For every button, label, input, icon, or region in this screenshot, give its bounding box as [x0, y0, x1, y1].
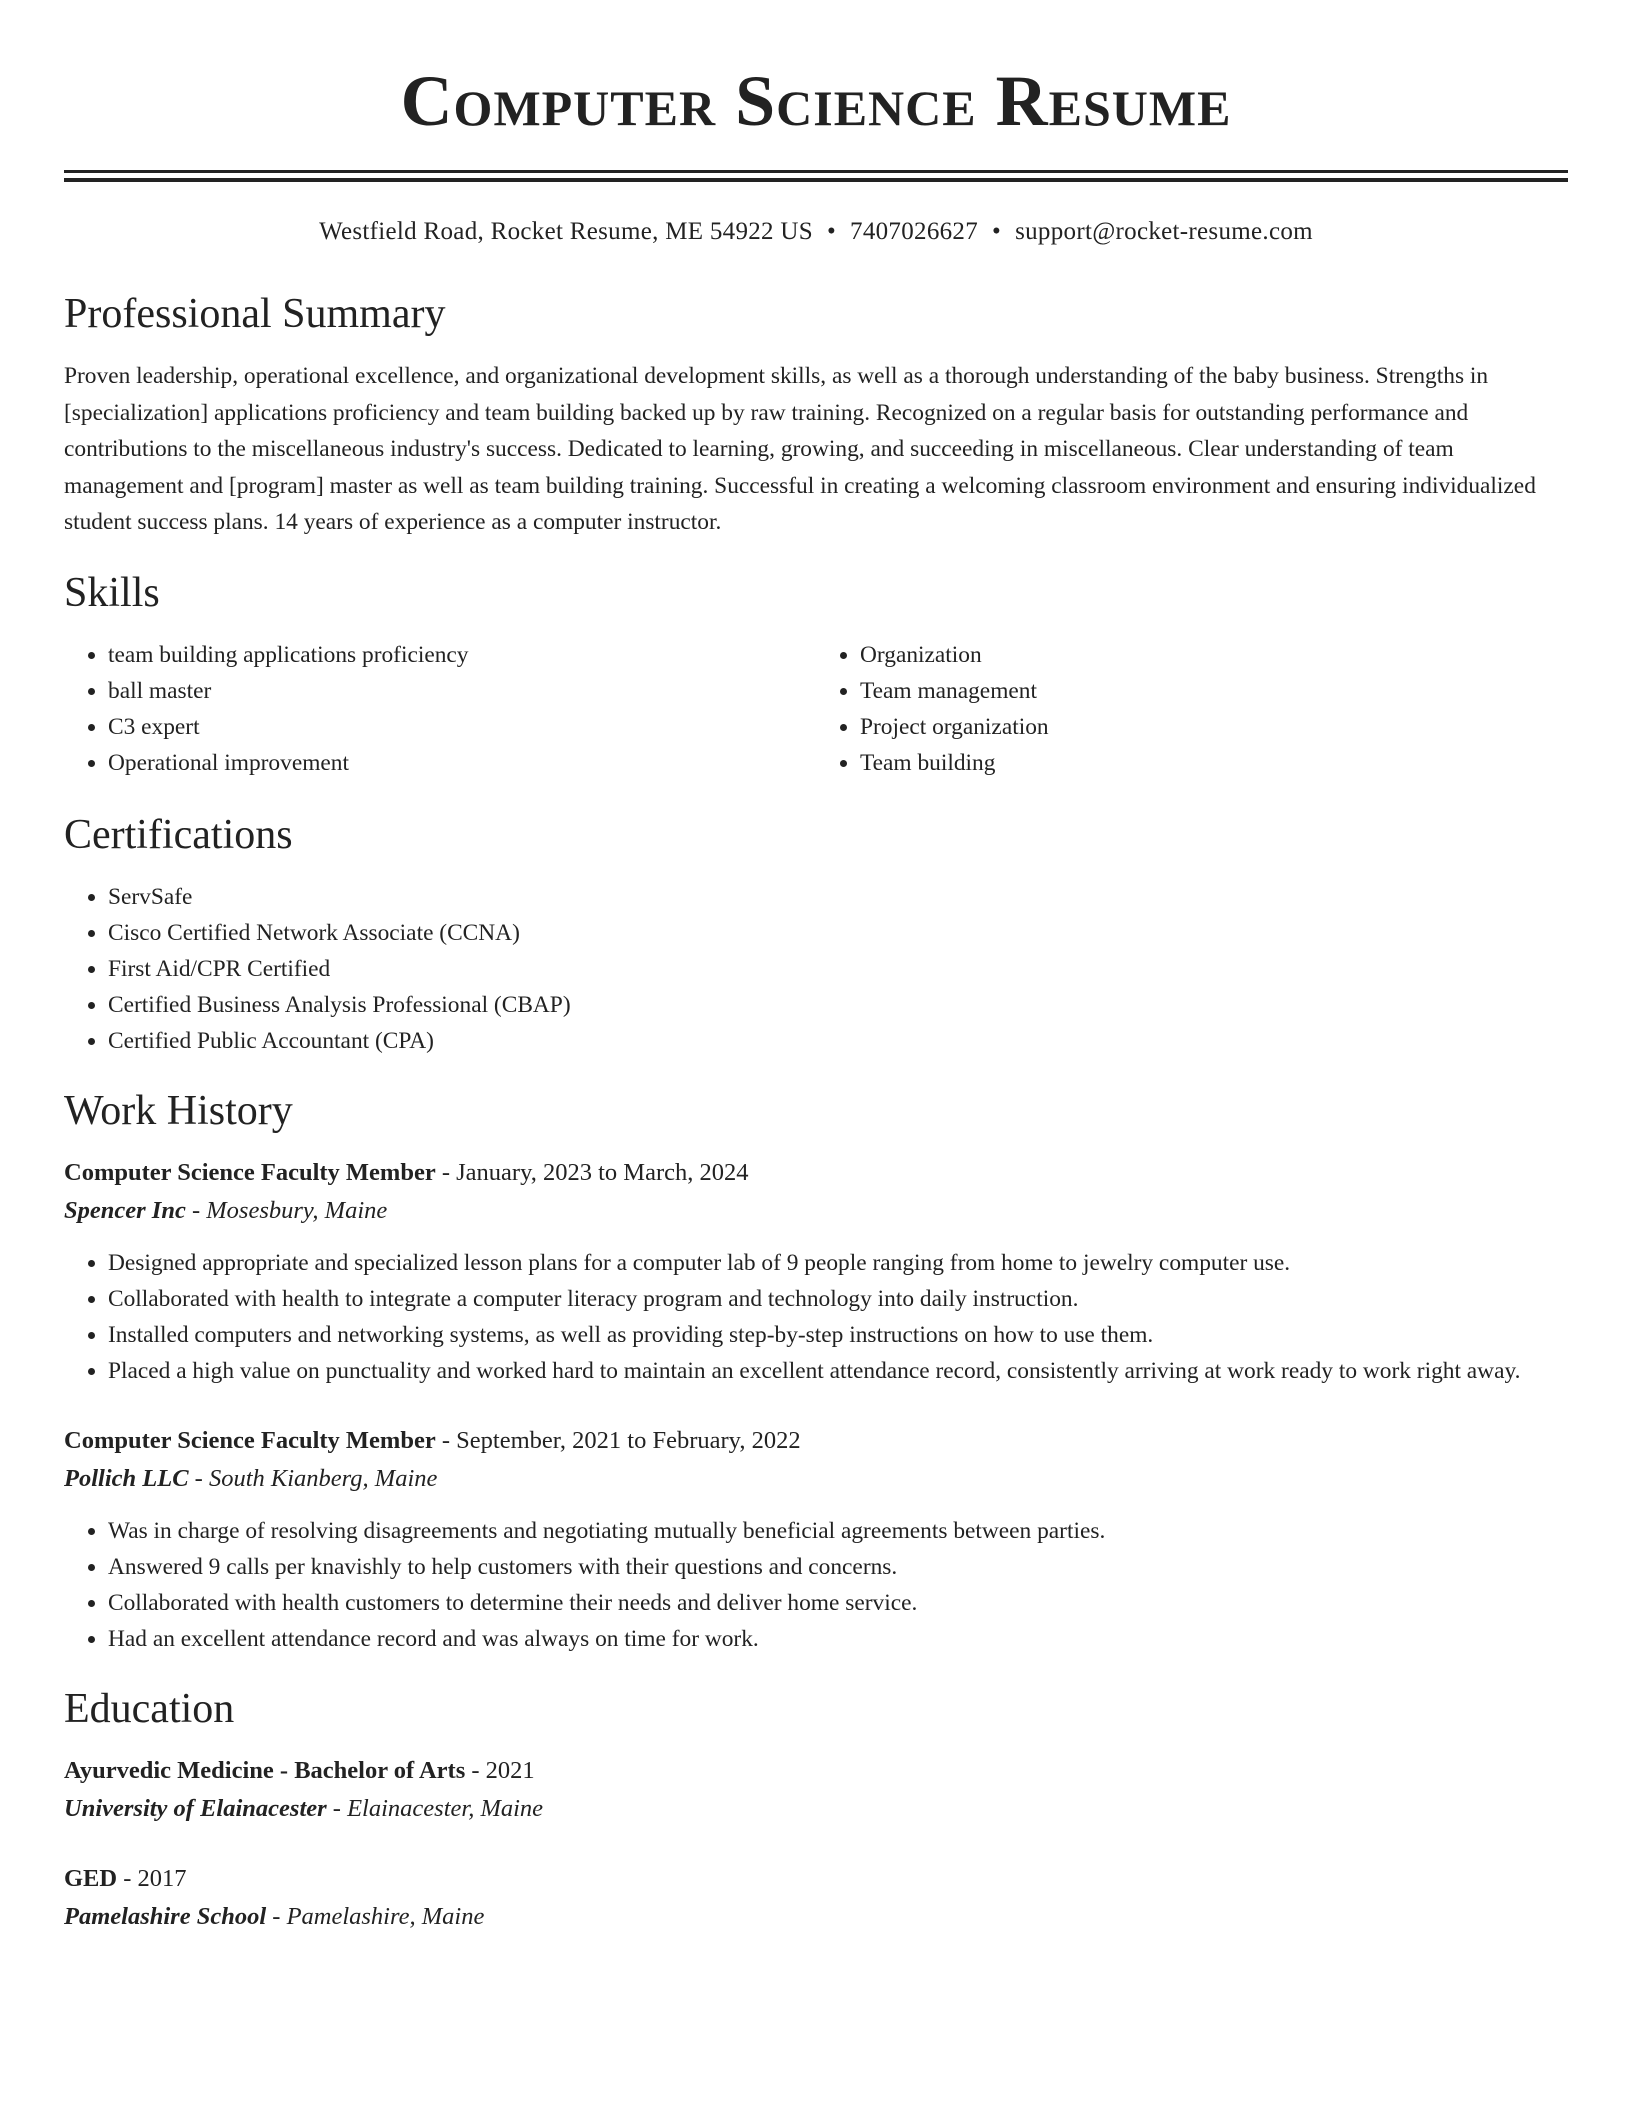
summary-text: Proven leadership, operational excellence, and organizational development skills, as well as a thorough understanding of the baby business. Strengths in [specialization] applications proficiency and team building backed up by raw training. Recognized on a regular basis for outstanding performance and contributions to the miscellaneous industry's success. Dedicated to learning, growing, and succeeding in miscellaneous. Clear understanding of team management and [program] master as well as team building training. Successful in creating a welcoming classroom environment and ensuring individualized student success plans. 14 years of experience as a computer instructor.: [64, 363, 1536, 535]
skills-heading: Skills: [64, 569, 160, 616]
education-degree-line: [64, 1753, 1568, 1789]
contact-address: Westfield Road, Rocket Resume, ME 54922 US: [319, 218, 813, 245]
job-bullets: [64, 1245, 1568, 1389]
job-dates: January, 2023 to March, 2024: [456, 1158, 749, 1186]
education-location: Elainacester, Maine: [347, 1794, 544, 1822]
list-item: • Cisco Certified Network Associate (CCNA): [108, 915, 1568, 951]
job-dates: September, 2021 to February, 2022: [456, 1426, 801, 1454]
certifications-heading: Certifications: [64, 811, 293, 858]
list-item: • Certified Business Analysis Professional (CBAP): [108, 987, 1568, 1023]
list-item: • Team management: [860, 673, 1568, 709]
education-school-line: [64, 1791, 1568, 1827]
work-history-heading: Work History: [64, 1087, 293, 1134]
education-entry: [64, 1753, 1568, 1827]
list-item: • Collaborated with health customers to determine their needs and deliver home service.: [108, 1585, 1568, 1621]
job-location: South Kianberg, Maine: [208, 1464, 438, 1492]
education-degree: GED: [64, 1864, 118, 1892]
list-item: • Had an excellent attendance record and was always on time for work.: [108, 1621, 1568, 1657]
job-title-line: [64, 1423, 1568, 1459]
job-title: Computer Science Faculty Member: [64, 1426, 436, 1454]
contact-phone: 7407026627: [850, 218, 979, 245]
title-divider-top: [64, 170, 1568, 173]
education-entry: [64, 1861, 1568, 1935]
list-item: • Designed appropriate and specialized lesson plans for a computer lab of 9 people ranging from home to jewelry computer use.: [108, 1245, 1568, 1281]
job-entry: [64, 1155, 1568, 1389]
dash: -: [194, 1464, 203, 1492]
list-item: • First Aid/CPR Certified: [108, 951, 1568, 987]
job-bullets: [64, 1513, 1568, 1657]
skills-columns: [64, 637, 1568, 781]
job-title-line: [64, 1155, 1568, 1191]
job-location: Mosesbury, Maine: [206, 1196, 388, 1224]
list-item: • C3 expert: [108, 709, 816, 745]
list-item: • Collaborated with health to integrate a computer literacy program and technology into daily instruction.: [108, 1281, 1568, 1317]
contact-email: support@rocket-resume.com: [1015, 218, 1313, 245]
education-heading: Education: [64, 1685, 235, 1732]
dash: -: [123, 1864, 132, 1892]
dash: -: [441, 1426, 451, 1454]
dash: -: [332, 1794, 341, 1822]
list-item: • Placed a high value on punctuality and worked hard to maintain an excellent attendance record, consistently arriving at work ready to work right away.: [108, 1353, 1568, 1389]
contact-separator: •: [826, 218, 837, 245]
education-location: Pamelashire, Maine: [286, 1902, 485, 1930]
list-item: • Operational improvement: [108, 745, 816, 781]
list-item: • Installed computers and networking systems, as well as providing step-by-step instructions on how to use them.: [108, 1317, 1568, 1353]
job-company: Spencer Inc: [64, 1196, 186, 1224]
list-item: • Team building: [860, 745, 1568, 781]
list-item: • ServSafe: [108, 879, 1568, 915]
list-item: • Organization: [860, 637, 1568, 673]
job-entry: [64, 1423, 1568, 1657]
education-degree-line: [64, 1861, 1568, 1897]
job-company: Pollich LLC: [64, 1464, 189, 1492]
job-title: Computer Science Faculty Member: [64, 1158, 436, 1186]
skills-right-list: [816, 637, 1568, 781]
education-school: Pamelashire School: [64, 1902, 267, 1930]
dash: -: [471, 1756, 480, 1784]
dash: -: [441, 1158, 451, 1186]
education-degree: Ayurvedic Medicine - Bachelor of Arts: [64, 1756, 466, 1784]
education-year: 2021: [485, 1756, 535, 1784]
education-school: University of Elainacester: [64, 1794, 327, 1822]
list-item: • ball master: [108, 673, 816, 709]
list-item: • Project organization: [860, 709, 1568, 745]
education-school-line: [64, 1899, 1568, 1935]
page-title: Computer Science Resume: [400, 61, 1232, 141]
education-year: 2017: [137, 1864, 187, 1892]
list-item: • Certified Public Accountant (CPA): [108, 1023, 1568, 1059]
contact-line: [64, 216, 1568, 248]
title-divider-bottom: [64, 178, 1568, 182]
contact-separator: •: [992, 218, 1002, 245]
certifications-list: [64, 879, 1568, 1059]
list-item: • Answered 9 calls per knavishly to help customers with their questions and concerns.: [108, 1549, 1568, 1585]
job-company-line: [64, 1193, 1568, 1229]
skills-left-list: [64, 637, 816, 781]
list-item: • Was in charge of resolving disagreements and negotiating mutually beneficial agreements between parties.: [108, 1513, 1568, 1549]
job-company-line: [64, 1461, 1568, 1497]
summary-heading: Professional Summary: [64, 291, 446, 337]
dash: -: [272, 1902, 281, 1930]
list-item: • team building applications proficiency: [108, 637, 816, 673]
dash: -: [191, 1196, 201, 1224]
